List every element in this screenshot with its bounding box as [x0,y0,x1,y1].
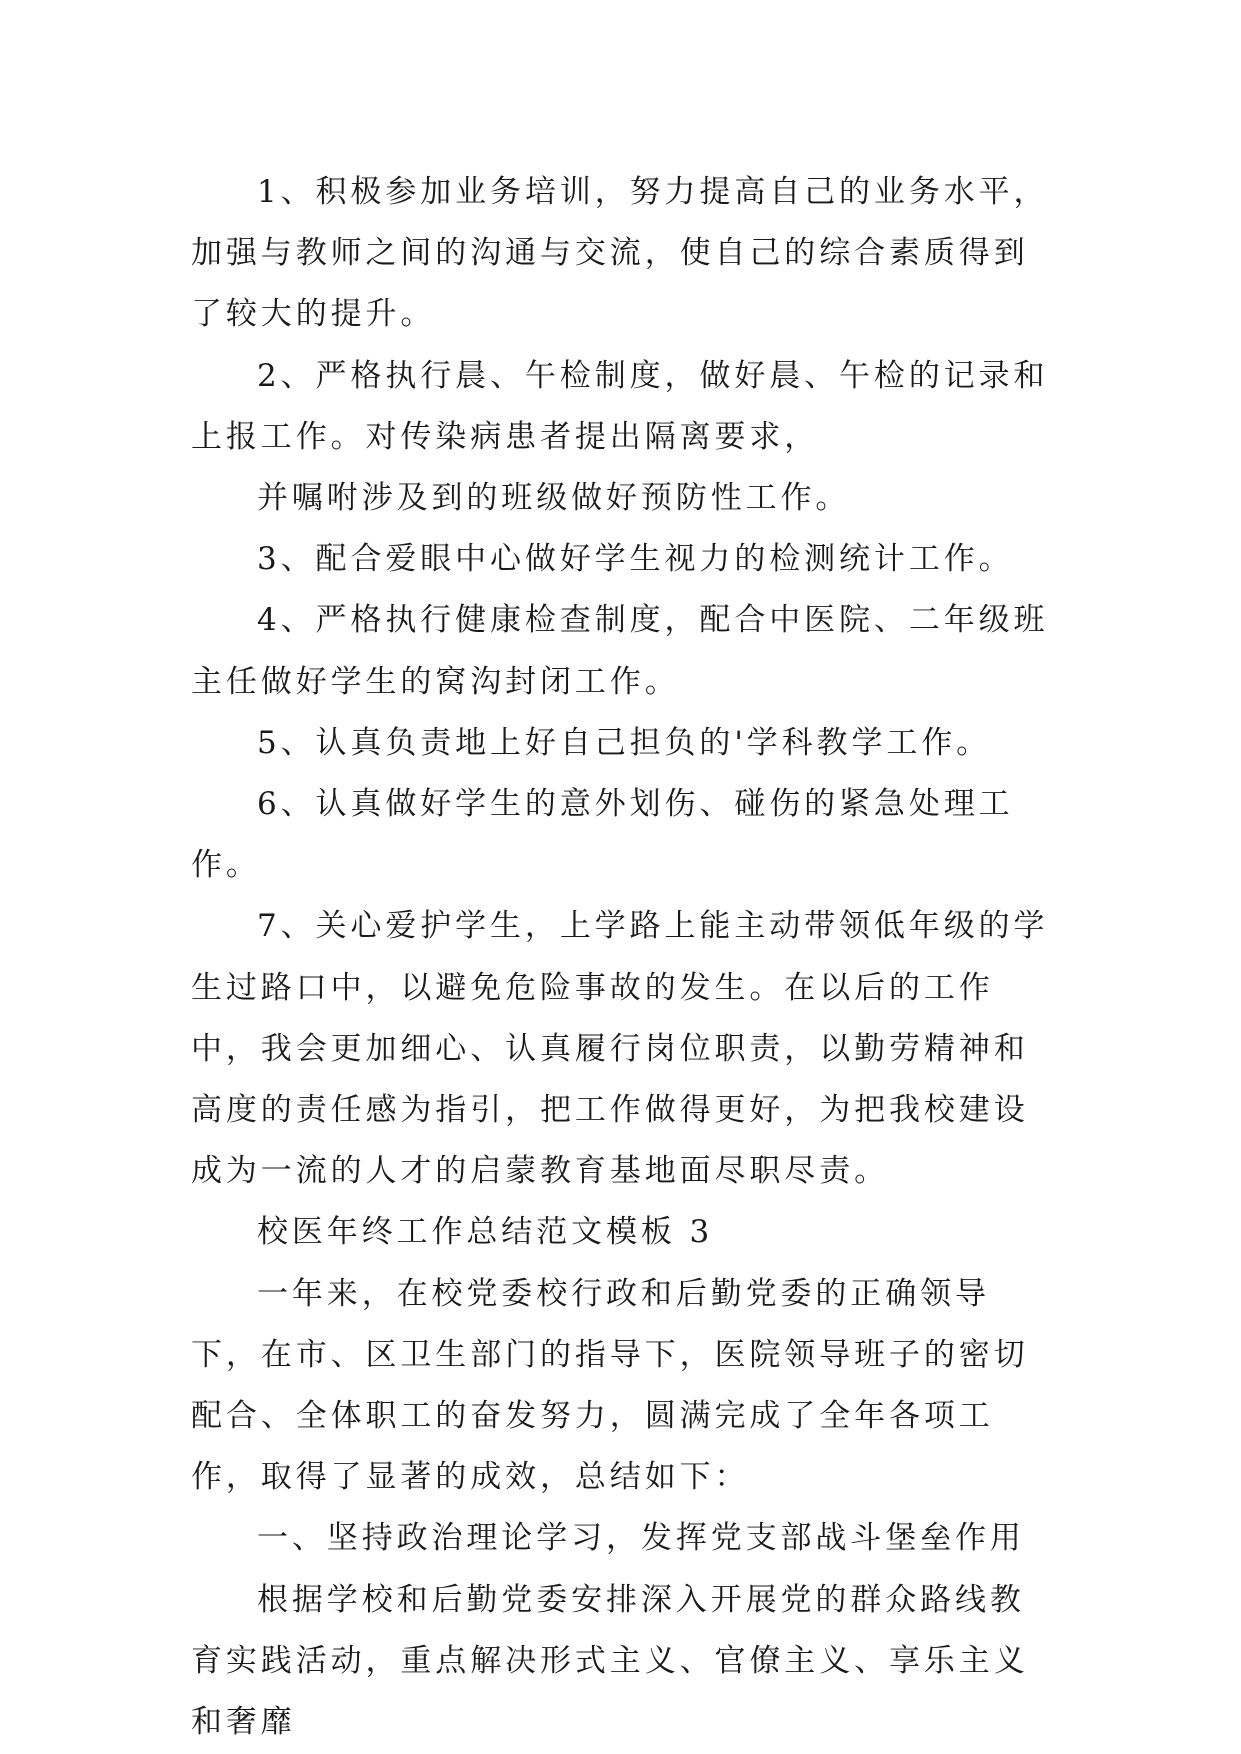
section-heading: 校医年终工作总结范文模板 3 [257,1214,714,1251]
paragraph-item-6: 5、认真负责地上好自己担负的'学科教学工作。 [257,724,992,761]
paragraph-intro: 一年来，在校党委校行政和后勤党委的正确领导下，在市、区卫生部门的指导下，医院领导班子的密切配合、全体职工的奋发努力，圆满完成了全年各项工作，取得了显著的成效，总结如下： [191,1275,1029,1496]
paragraph-item-2: 2、严格执行晨、午检制度，做好晨、午检的记录和上报工作。对传染病患者提出隔离要求， [191,357,1049,455]
paragraph-item-3: 并嘱咐涉及到的班级做好预防性工作。 [257,480,851,517]
paragraph-item-7: 6、认真做好学生的意外划伤、碰伤的紧急处理工作。 [191,786,1014,884]
paragraph-item-5: 4、严格执行健康检查制度，配合中医院、二年级班主任做好学生的窝沟封闭工作。 [191,602,1049,700]
paragraph-item-1: 1、积极参加业务培训，努力提高自己的业务水平，加强与教师之间的沟通与交流，使自己的综合素质得到了较大的提升。 [191,174,1049,333]
document-body [191,162,1057,1753]
paragraph-item-4: 3、配合爱眼中心做好学生视力的检测统计工作。 [257,541,1014,578]
paragraph-item-8: 7、关心爱护学生，上学路上能主动带领低年级的学生过路口中，以避免危险事故的发生。在以后的工作中，我会更加细心、认真履行岗位职责，以勤劳精神和高度的责任感为指引，把工作做得更好，为把我校建设成为一流的人才的启蒙教育基地面尽职尽责。 [191,908,1049,1190]
subsection-heading: 一、坚持政治理论学习，发挥党支部战斗堡垒作用 [257,1520,1025,1557]
paragraph-body: 根据学校和后勤党委安排深入开展党的群众路线教育实践活动，重点解决形式主义、官僚主义、享乐主义和奢靡 [191,1581,1029,1741]
